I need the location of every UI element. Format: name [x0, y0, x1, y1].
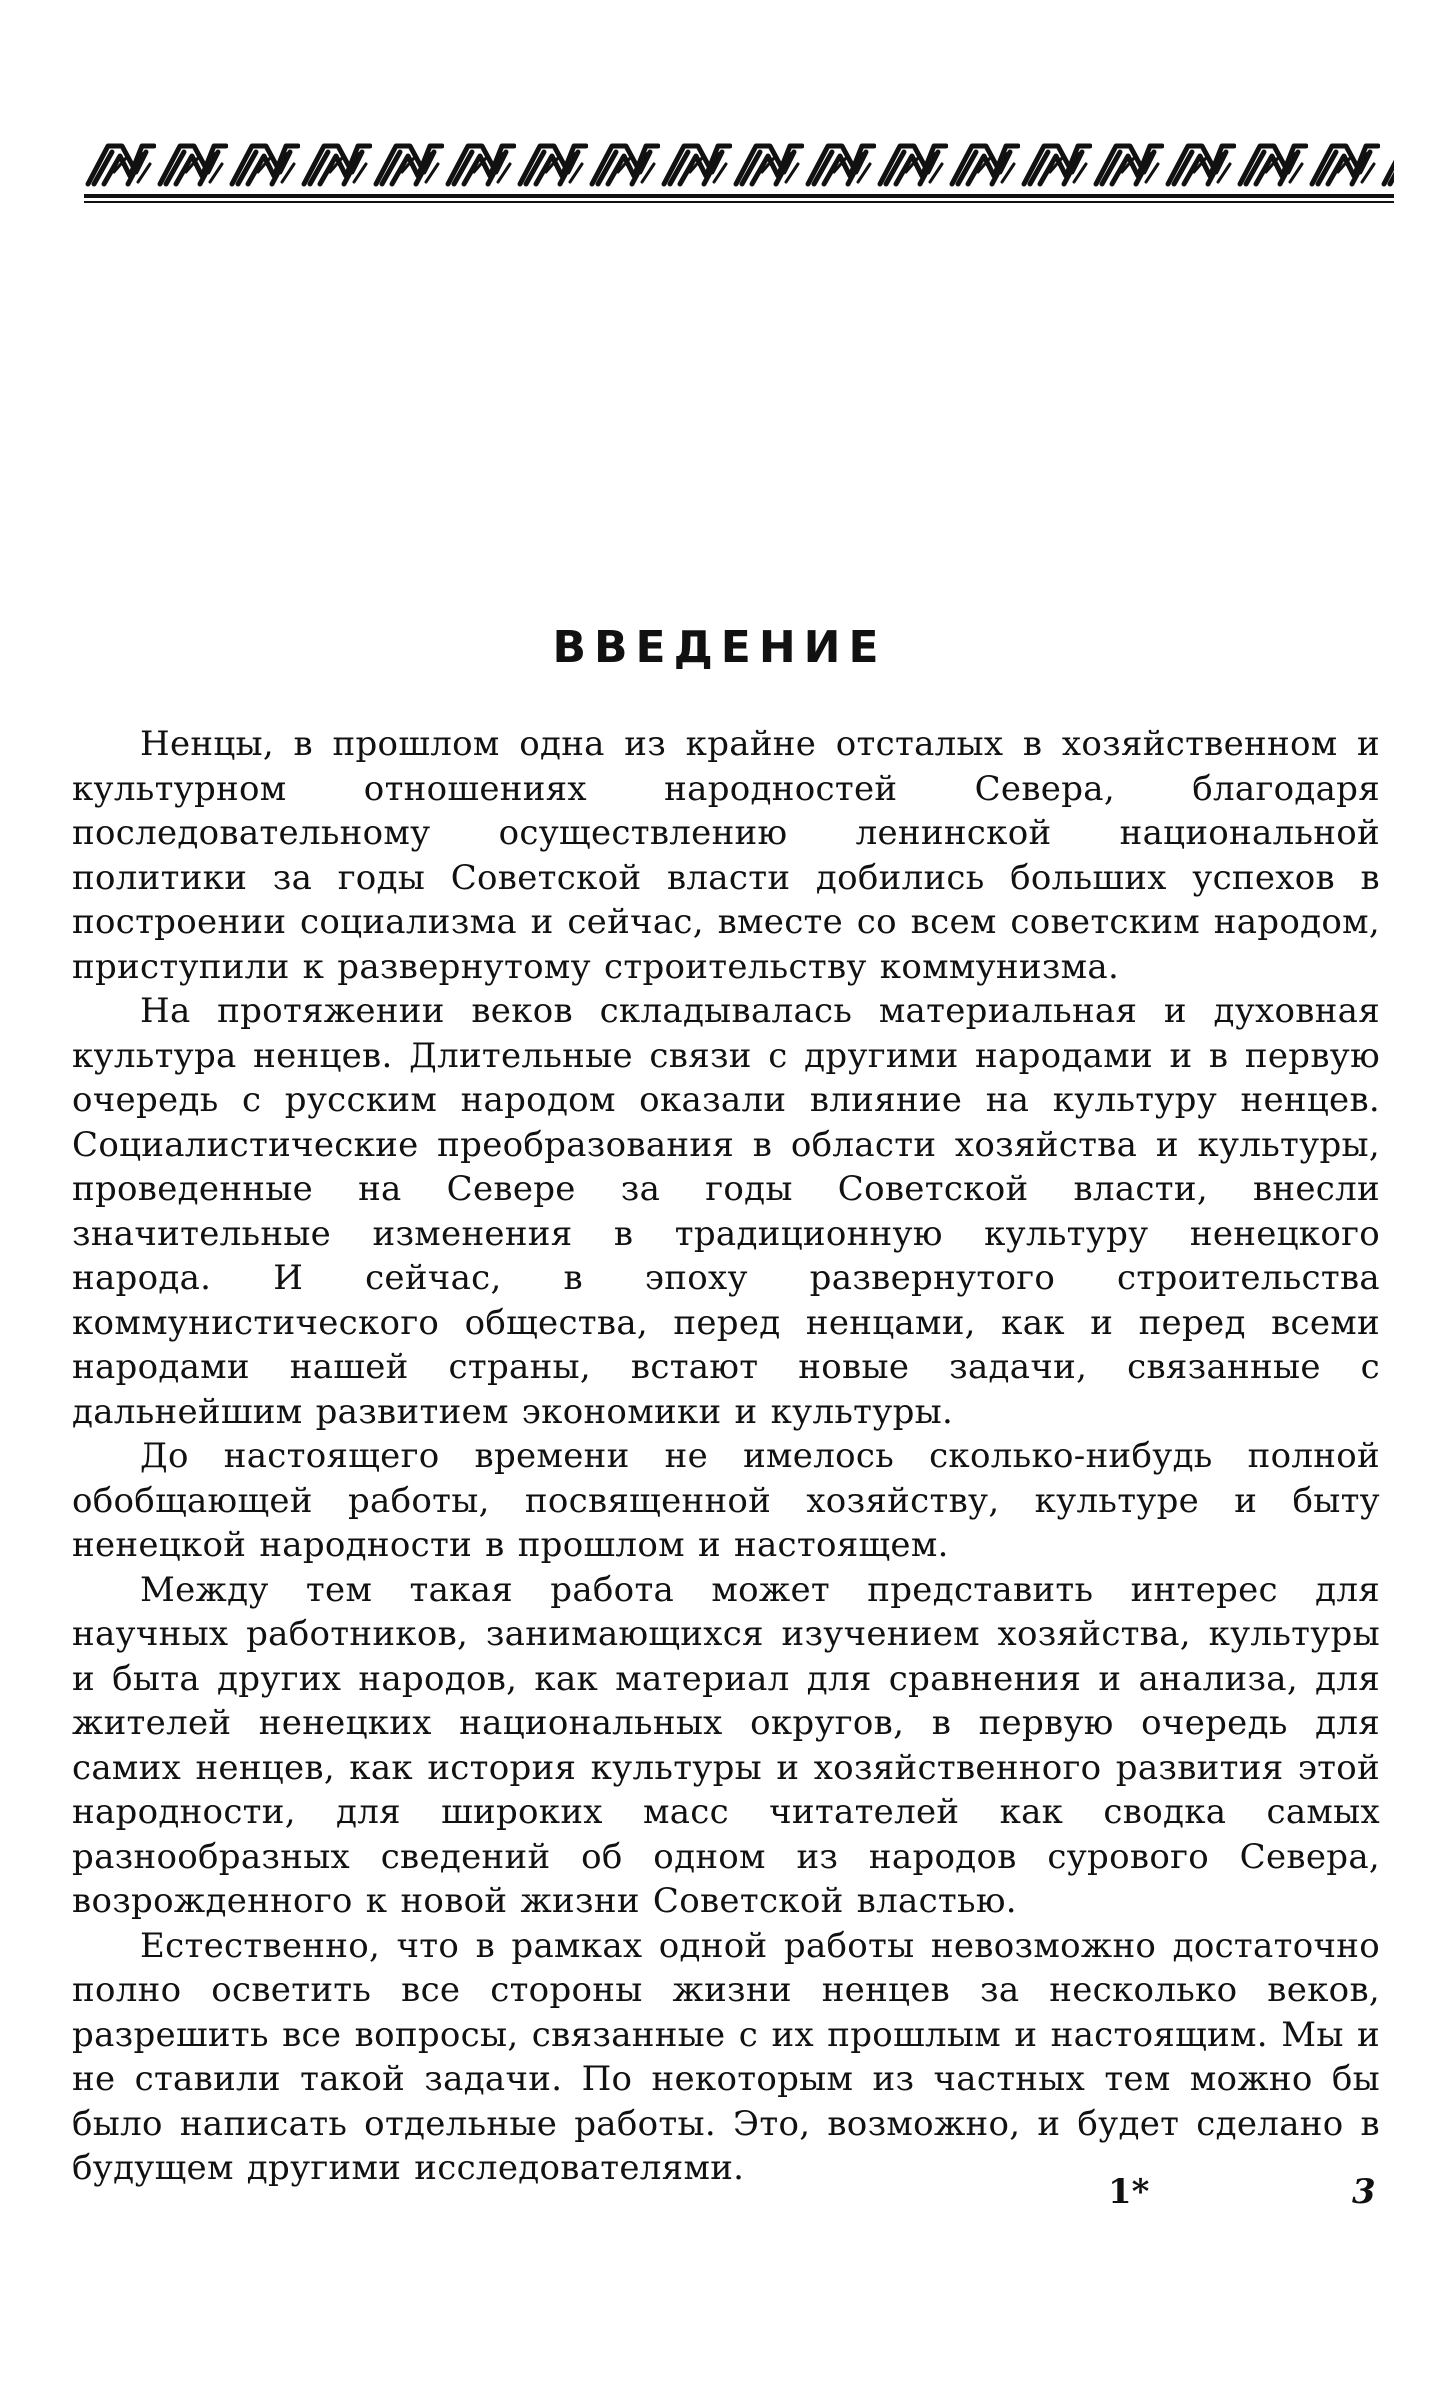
paragraph: До настоящего времени не имелось сколько-нибудь полной обобщающей работы, посвященной хозяйству, культуре и быту ненецкой народности в прошлом и настоящем.: [72, 1436, 1380, 1565]
chapter-title: ВВЕДЕНИЕ: [552, 622, 887, 673]
paragraph: Естественно, что в рамках одной работы невозможно достаточно полно осветить все стороны жизни ненцев за несколько веков, разрешить все вопросы, связанные с их прошлым и настоящим. Мы и не ставили такой задачи. По некоторым из частных тем можно бы было написать отдельные работы. Это, возможно, и будет сделано в будущем другими исследователями.: [72, 1925, 1380, 2188]
paragraph: На протяжении веков складывалась материальная и духовная культура ненцев. Длительные связи с другими народами и в первую очередь с русским народом оказали влияние на культуру ненцев. Социалистические преобразования в области хозяйства и культуры, проведенные на Севере за годы Советской власти, внесли значительные изменения в традиционную культуру ненецкого народа. И сейчас, в эпоху развернутого строительства коммунистического общества, перед ненцами, как и перед всеми народами нашей страны, встают новые задачи, связанные с дальнейшим развитием экономики и культуры.: [72, 991, 1380, 1432]
ornament-border: [84, 138, 1394, 204]
signature-mark: 1*: [1108, 2172, 1150, 2212]
page-number: 3: [1352, 2172, 1376, 2212]
body-text: [72, 722, 1380, 2191]
paragraph: Между тем такая работа может представить интерес для научных работников, занимающихся изучением хозяйства, культуры и быта других народов, как материал для сравнения и анализа, для жителей ненецких национальных округов, в первую очередь для самих ненцев, как история культуры и хозяйственного развития этой народности, для широких масс читателей как сводка самых разнообразных сведений об одном из народов сурового Севера, возрожденного к новой жизни Советской властью.: [72, 1569, 1380, 1921]
paragraph: Ненцы, в прошлом одна из крайне отсталых в хозяйственном и культурном отношениях народностей Севера, благодаря последовательному осуществлению ленинской национальной политики за годы Советской власти добились больших успехов в построении социализма и сейчас, вместе со всем советским народом, приступили к развернутому строительству коммунизма.: [72, 724, 1380, 987]
